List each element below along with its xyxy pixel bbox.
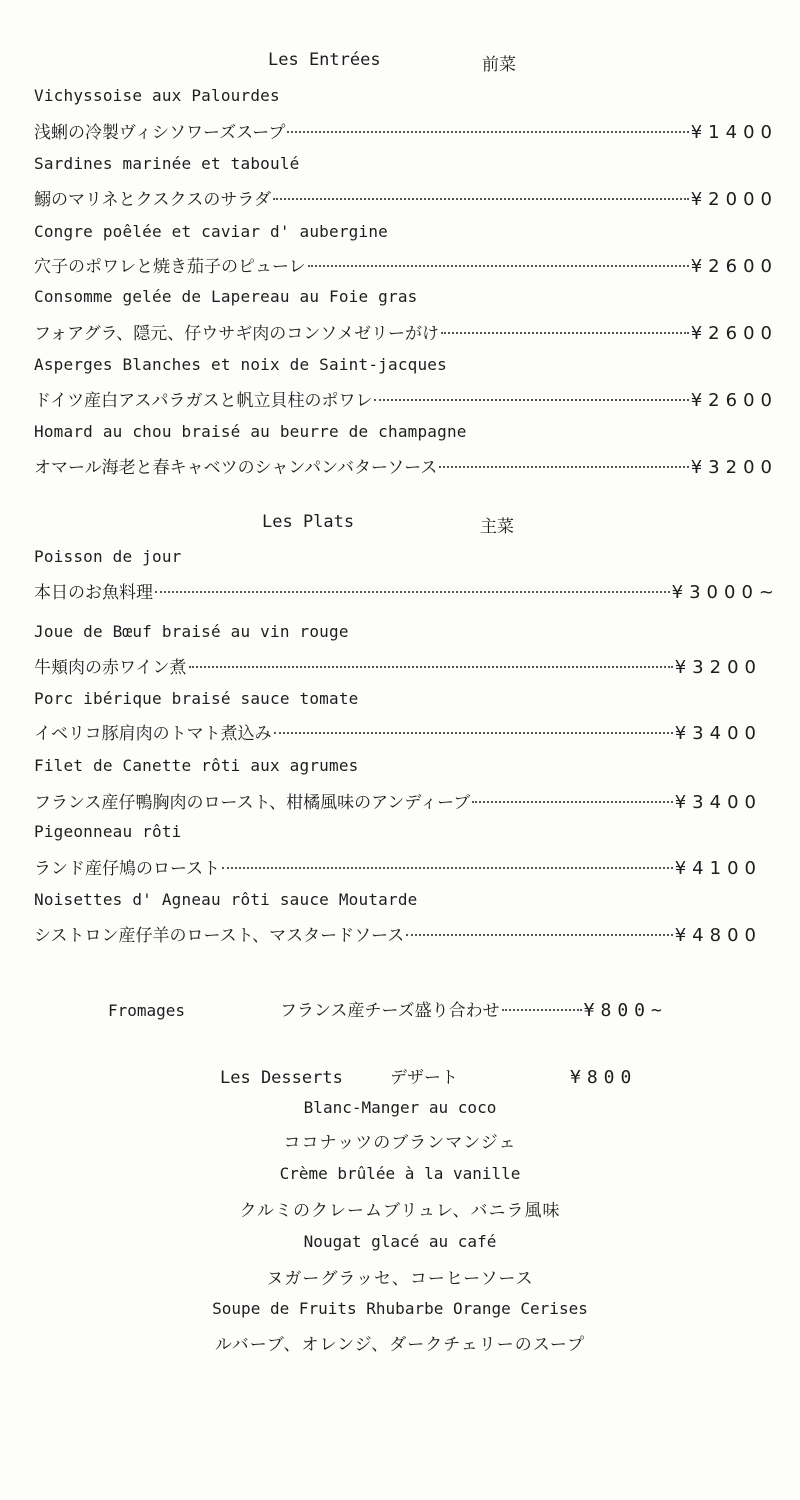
entree-price: ¥2600 (690, 323, 778, 344)
desserts-header (220, 1063, 637, 1088)
plat-price: ¥3000~ (671, 582, 780, 603)
dessert-jp: ルバーブ、オレンジ、ダークチェリーのスープ (214, 1335, 586, 1355)
entree-line (34, 319, 778, 344)
plat-jp: 本日のお魚料理 (34, 583, 153, 603)
dot-leader (273, 198, 689, 200)
dessert-jp: クルミのクレームブリュレ、バニラ風味 (239, 1201, 561, 1221)
dot-leader (222, 867, 673, 869)
dot-leader (441, 332, 689, 334)
entree-fr: Homard au chou braisé au beurre de champagne (34, 422, 467, 441)
entrees-title-jp: 前菜 (482, 55, 516, 75)
entree-jp: 浅蜊の冷製ヴィシソワーズスープ (34, 123, 286, 143)
plat-line (34, 719, 762, 744)
fromages-label: Fromages (108, 1001, 186, 1020)
dot-leader (287, 131, 688, 133)
desserts-price: ¥800 (570, 1067, 638, 1088)
desserts-title-fr: Les Desserts (220, 1068, 343, 1088)
entree-fr: Asperges Blanches et noix de Saint-jacques (34, 355, 447, 374)
plat-price: ¥3400 (674, 792, 762, 813)
plat-fr: Poisson de jour (34, 547, 182, 566)
dot-leader (308, 265, 689, 267)
plat-price: ¥3200 (674, 657, 762, 678)
entree-jp: ドイツ産白アスパラガスと帆立貝柱のポワレ (34, 391, 373, 411)
plats-title-jp: 主菜 (480, 517, 514, 537)
dessert-fr: Soupe de Fruits Rhubarbe Orange Cerises (212, 1299, 588, 1318)
dot-leader (472, 801, 673, 803)
fromages-line (108, 996, 720, 1021)
entree-price: ¥3200 (690, 457, 778, 478)
entree-price: ¥2000 (690, 189, 778, 210)
dessert-fr: Crème brûlée à la vanille (279, 1164, 521, 1183)
plat-price: ¥4800 (674, 925, 762, 946)
dot-leader (374, 399, 688, 401)
entree-line (34, 252, 778, 277)
plat-line (34, 578, 780, 603)
entree-fr: Congre poêlée et caviar d' aubergine (34, 222, 388, 241)
entree-fr: Consomme gelée de Lapereau au Foie gras (34, 287, 418, 306)
plat-line (34, 854, 762, 879)
entrees-title-fr: Les Entrées (268, 50, 381, 70)
plats-title-fr: Les Plats (262, 512, 355, 532)
plat-fr: Joue de Bœuf braisé au vin rouge (34, 622, 349, 641)
plat-price: ¥3400 (674, 723, 762, 744)
entree-line (34, 118, 778, 143)
plat-line (34, 653, 762, 678)
plat-jp: ランド産仔鳩のロースト (34, 859, 221, 879)
entree-price: ¥1400 (690, 122, 778, 143)
plat-fr: Pigeonneau rôti (34, 822, 182, 841)
dot-leader (274, 732, 673, 734)
dot-leader (502, 1009, 582, 1011)
fromages-price: ¥800~ (583, 1000, 668, 1021)
dessert-fr: Blanc-Manger au coco (303, 1098, 497, 1117)
plat-line (34, 921, 762, 946)
entree-jp: 穴子のポワレと焼き茄子のピューレ (34, 257, 306, 277)
dot-leader (155, 591, 670, 593)
fromages-jp: フランス産チーズ盛り合わせ (280, 1001, 500, 1021)
dessert-jp: ヌガーグラッセ、コーヒーソース (266, 1269, 534, 1289)
plat-fr: Noisettes d' Agneau rôti sauce Moutarde (34, 890, 418, 909)
entree-jp: フォアグラ、隠元、仔ウサギ肉のコンソメゼリーがけ (34, 324, 439, 344)
plat-jp: 牛頬肉の赤ワイン煮 (34, 658, 187, 678)
entree-line (34, 386, 778, 411)
entree-line (34, 185, 778, 210)
entree-line (34, 453, 778, 478)
plat-price: ¥4100 (674, 858, 762, 879)
entree-fr: Sardines marinée et taboulé (34, 154, 300, 173)
dot-leader (189, 666, 673, 668)
dot-leader (406, 934, 672, 936)
plat-jp: フランス産仔鴨胸肉のロースト、柑橘風味のアンディーブ (34, 793, 471, 813)
entree-fr: Vichyssoise aux Palourdes (34, 86, 280, 105)
dessert-fr: Nougat glacé au café (303, 1232, 497, 1251)
dessert-jp: ココナッツのブランマンジェ (283, 1133, 517, 1153)
plat-line (34, 788, 762, 813)
entree-price: ¥2600 (690, 256, 778, 277)
plat-jp: シストロン産仔羊のロースト、マスタードソース (34, 926, 405, 946)
plat-jp: イベリコ豚肩肉のトマト煮込み (34, 724, 272, 744)
plat-fr: Filet de Canette rôti aux agrumes (34, 756, 359, 775)
plat-fr: Porc ibérique braisé sauce tomate (34, 689, 359, 708)
entree-price: ¥2600 (690, 390, 778, 411)
entree-jp: オマール海老と春キャベツのシャンパンバターソース (34, 458, 438, 478)
dot-leader (439, 466, 688, 468)
entree-jp: 鰯のマリネとクスクスのサラダ (34, 190, 272, 210)
desserts-title-jp: デザート (390, 1068, 458, 1088)
